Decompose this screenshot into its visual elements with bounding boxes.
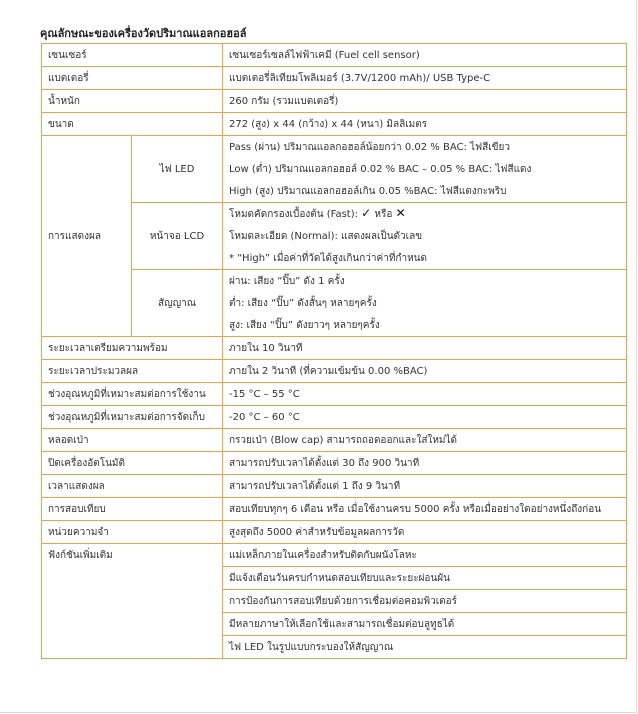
table-row <box>42 44 627 67</box>
signal-line: สูง: เสียง “ปิ๊บ” ดังยาวๆ หลายๆครั้ง <box>223 314 627 337</box>
row-label-features: ฟังก์ชันเพิ่มเติม <box>42 544 223 659</box>
row-value: สามารถปรับเวลาได้ตั้งแต่ 30 ถึง 900 วินาที <box>223 452 627 475</box>
table-row <box>42 406 627 429</box>
table-row <box>42 383 627 406</box>
row-value: เซนเซอร์เซลล์ไฟฟ้าเคมี (Fuel cell sensor) <box>223 44 627 67</box>
row-value: -15 °C – 55 °C <box>223 383 627 406</box>
row-value: แบตเตอรี่ลิเทียมโพลิเมอร์ (3.7V/1200 mAh)/ USB Type-C <box>223 67 627 90</box>
row-label: ปิดเครื่องอัตโนมัติ <box>42 452 223 475</box>
feature-item: ไฟ LED ในรูปแบบกระบองให้สัญญาณ <box>223 636 627 659</box>
feature-item: การป้องกันการสอบเทียบด้วยการเชื่อมต่อคอมพิวเตอร์ <box>223 590 627 613</box>
signal-line: ผ่าน: เสียง “ปิ๊บ” ดัง 1 ครั้ง <box>223 270 627 293</box>
row-label: ช่วงอุณหภูมิที่เหมาะสมต่อการใช้งาน <box>42 383 223 406</box>
spec-table <box>41 43 627 659</box>
cross-mark-icon: ✕ <box>395 206 406 220</box>
led-line: Low (ต่ำ) ปริมาณแอลกอฮอล์ 0.02 % BAC – 0.05 % BAC: ไฟสีแดง <box>223 158 627 180</box>
feature-item: มีหลายภาษาให้เลือกใช้และสามารถเชื่อมต่อบลูทูธได้ <box>223 613 627 636</box>
row-label: หน่วยความจำ <box>42 521 223 544</box>
lcd-fast-text: โหมดคัดกรองเบื้องต้น (Fast): <box>229 209 358 220</box>
table-row <box>42 498 627 521</box>
led-line: Pass (ผ่าน) ปริมาณแอลกอฮอล์น้อยกว่า 0.02 % BAC: ไฟสีเขียว <box>223 136 627 159</box>
feature-item: มีแจ้งเตือนวันครบกำหนดสอบเทียบและระยะผ่อนผัน <box>223 567 627 590</box>
lcd-normal-line: โหมดละเอียด (Normal): แสดงผลเป็นตัวเลข <box>223 225 627 247</box>
check-mark-icon: ✓ <box>361 206 372 220</box>
row-value: ภายใน 2 วินาที (ที่ความเข้มข้น 0.00 %BAC) <box>223 360 627 383</box>
sub-label-signal: สัญญาณ <box>132 270 223 337</box>
table-row <box>42 90 627 113</box>
row-value: -20 °C – 60 °C <box>223 406 627 429</box>
row-label: แบตเตอรี่ <box>42 67 223 90</box>
row-label-display: การแสดงผล <box>42 136 132 337</box>
table-row <box>42 360 627 383</box>
row-value: 272 (สูง) x 44 (กว้าง) x 44 (หนา) มิลลิเมตร <box>223 113 627 136</box>
page-title: คุณลักษณะของเครื่องวัดปริมาณแอลกอฮอล์ <box>40 27 247 40</box>
table-row <box>42 544 627 567</box>
row-label: หลอดเป่า <box>42 429 223 452</box>
table-row <box>42 67 627 90</box>
table-row <box>42 475 627 498</box>
row-label: การสอบเทียบ <box>42 498 223 521</box>
row-value: สอบเทียบทุกๆ 6 เดือน หรือ เมื่อใช้งานครบ 5000 ครั้ง หรือเมื่ออย่างใดอย่างหนึ่งถึงก่อน <box>223 498 627 521</box>
led-line: High (สูง) ปริมาณแอลกอฮอล์เกิน 0.05 %BAC: ไฟสีแดงกะพริบ <box>223 180 627 203</box>
row-value: สูงสุดถึง 5000 ค่าสำหรับข้อมูลผลการวัด <box>223 521 627 544</box>
or-text: หรือ <box>374 209 393 220</box>
row-label: เวลาแสดงผล <box>42 475 223 498</box>
row-label: ขนาด <box>42 113 223 136</box>
row-label: ช่วงอุณหภูมิที่เหมาะสมต่อการจัดเก็บ <box>42 406 223 429</box>
feature-item: แม่เหล็กภายในเครื่องสำหรับติดกับผนังโลหะ <box>223 544 627 567</box>
table-row <box>42 337 627 360</box>
row-value: 260 กรัม (รวมแบตเตอรี่) <box>223 90 627 113</box>
row-label: เซนเซอร์ <box>42 44 223 67</box>
lcd-fast-line <box>223 203 627 226</box>
signal-line: ต่ำ: เสียง “ปิ๊บ” ดังสั้นๆ หลายๆครั้ง <box>223 292 627 314</box>
row-label: น้ำหนัก <box>42 90 223 113</box>
sub-label-lcd: หน้าจอ LCD <box>132 203 223 270</box>
table-row <box>42 113 627 136</box>
table-row <box>42 136 627 159</box>
row-label: ระยะเวลาประมวลผล <box>42 360 223 383</box>
row-label: ระยะเวลาเตรียมความพร้อม <box>42 337 223 360</box>
sub-label-led: ไฟ LED <box>132 136 223 203</box>
row-value: สามารถปรับเวลาได้ตั้งแต่ 1 ถึง 9 วินาที <box>223 475 627 498</box>
table-row <box>42 521 627 544</box>
table-row <box>42 452 627 475</box>
row-value: กรวยเป่า (Blow cap) สามารถถอดออกและใส่ใหม่ได้ <box>223 429 627 452</box>
lcd-note-line: * “High” เมื่อค่าที่วัดได้สูงเกินกว่าค่าที่กำหนด <box>223 247 627 270</box>
row-value: ภายใน 10 วินาที <box>223 337 627 360</box>
table-row <box>42 429 627 452</box>
